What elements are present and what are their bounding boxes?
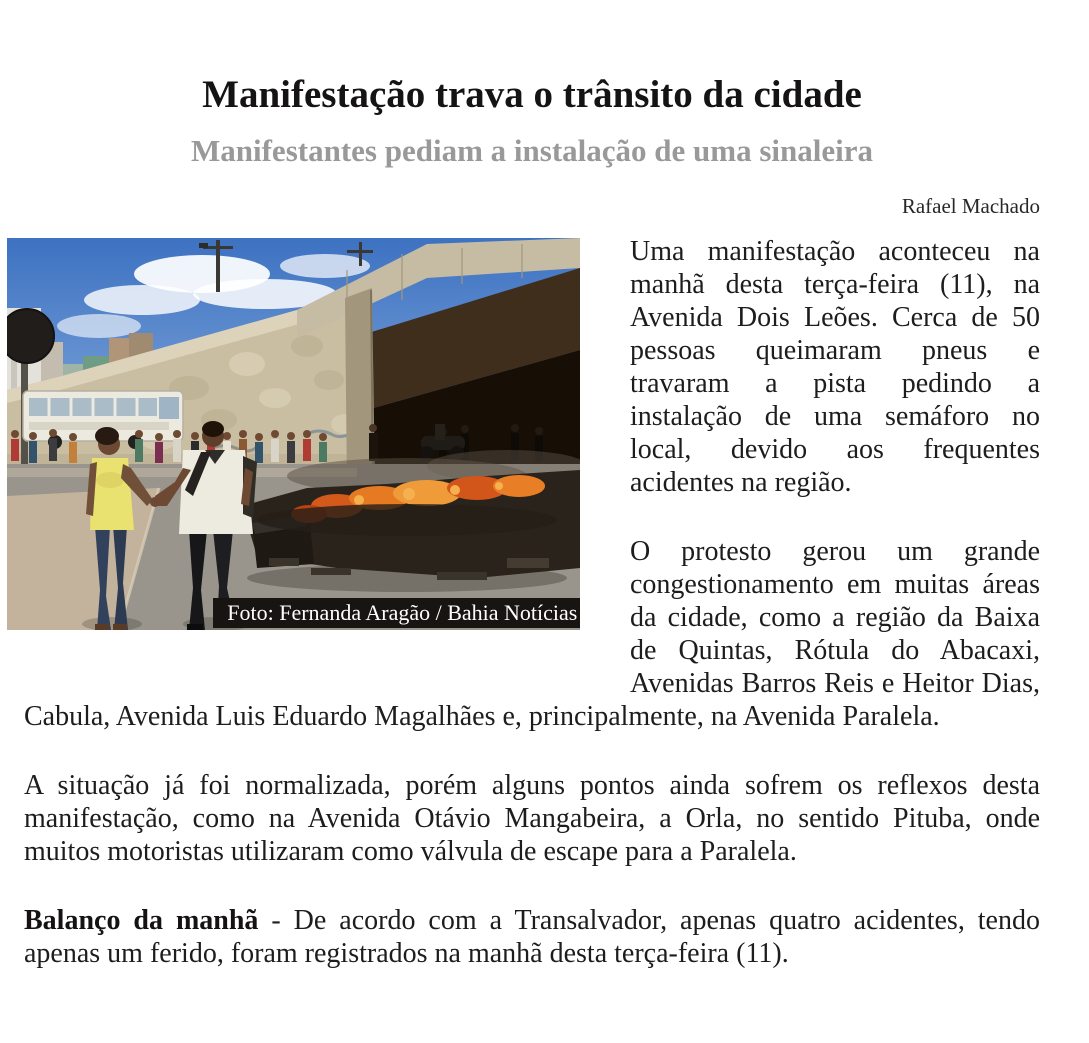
protest-photo [7,238,580,630]
paragraph-4-lead: Balanço da manhã [24,904,259,936]
page-title: Manifestação trava o trânsito da cidade [202,73,862,116]
paragraph-2: O protesto gerou um grande congestionamento em muitas áreas da cidade, como a região da Baixa de Quintas, Rótula do Abacaxi, Avenidas Barros Reis e Heitor Dias, Cabula, Avenida Luis Eduardo Magalhães e, principalmente, na Avenida Paralela. [24,535,1040,732]
paragraph-3: A situação já foi normalizada, porém alguns pontos ainda sofrem os reflexos desta manifestação, como na Avenida Otávio Mangabeira, a Orla, no sentido Pituba, onde muitos motoristas utilizaram como válvula de escape para a Paralela. [24,769,1040,867]
page-subtitle: Manifestantes pediam a instalação de uma sinaleira [191,132,873,168]
article-header [0,0,1089,219]
paragraph-4 [24,904,1040,970]
photo-caption [213,598,580,628]
protest-photo-illustration [7,238,580,630]
paragraph-4-text: - De acordo com a Transalvador, apenas quatro acidentes, tendo apenas um ferido, foram registrados na manhã desta terça-feira (11). [24,904,1040,969]
photo-caption-text: Foto: Fernanda Aragão / Bahia Notícias [227,599,578,625]
byline: Rafael Machado [901,193,1040,218]
article-body [0,235,1089,970]
paragraph-1: Uma manifestação aconteceu na manhã desta terça-feira (11), na Avenida Dois Leões. Cerca de 50 pessoas queimaram pneus e travaram a pista pedindo a instalação de uma semáforo no local, devido aos frequentes acidentes na região. [630,235,1040,498]
